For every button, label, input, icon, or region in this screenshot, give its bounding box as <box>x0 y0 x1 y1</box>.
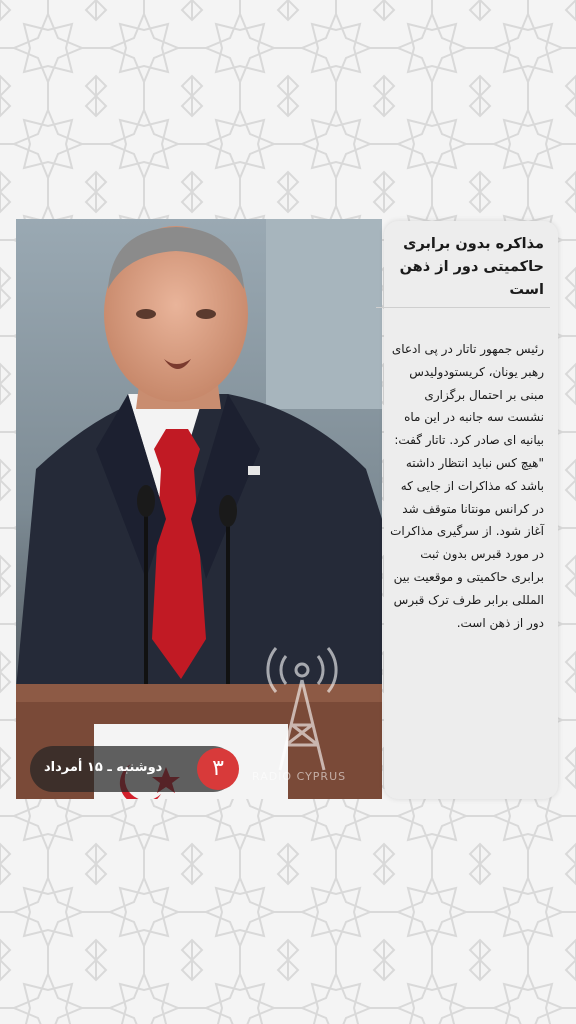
article-body: رئیس جمهور تاتار در پی ادعای رهبر یونان، کریستودولیدس مبنی بر احتمال برگزاری نشست سه جانبه در این ماه بیانیه ای صادر کرد. تاتار گفت: "هیچ کس نباید انتظار داشته باشد که مذاکرات از جایی که در کرانس مونتانا متوقف شد آغاز شود. از سرگیری مذاکرات در مورد قبرس بدون ثبت برابری حاکمیتی و موقعیت بین المللی برابر طرف ترک قبرس دور از ذهن است. <box>390 342 544 630</box>
article-headline: مذاکره بدون برابری حاکمیتی دور از ذهن است <box>399 236 544 298</box>
radio-tower-icon <box>262 640 358 790</box>
issue-number-badge: ۳ <box>197 748 239 790</box>
article-card <box>384 221 558 799</box>
date-label: دوشنبه ـ ۱۵ أمرداد <box>44 760 163 775</box>
watermark-text: RADIO CYPRUS <box>252 770 347 783</box>
divider <box>376 307 550 308</box>
